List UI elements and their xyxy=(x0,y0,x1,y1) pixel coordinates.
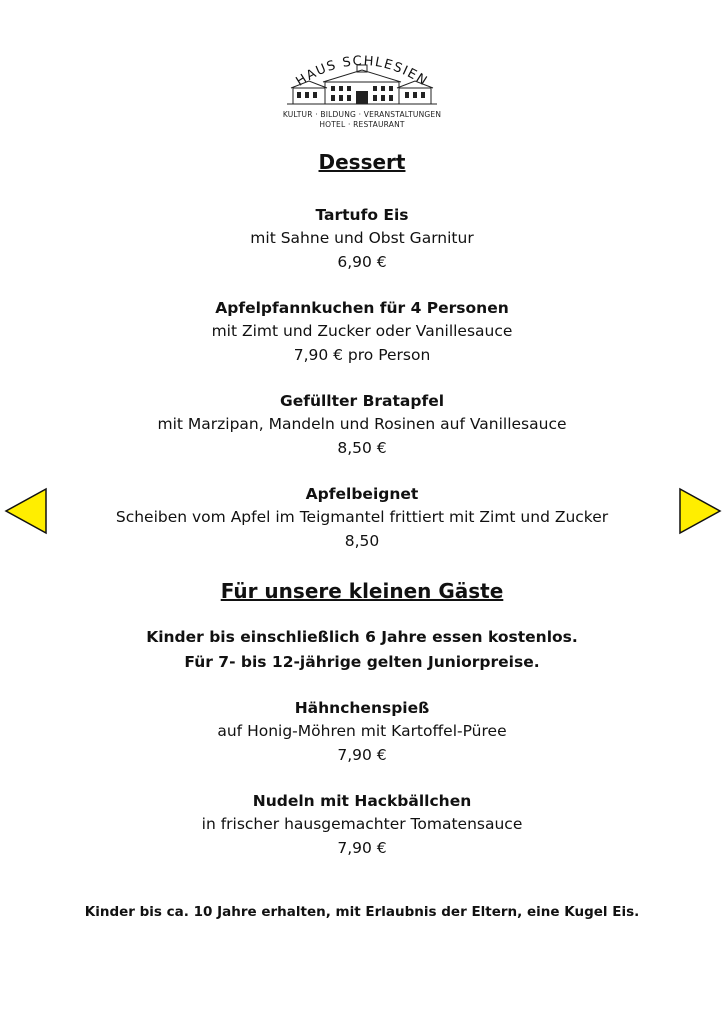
logo xyxy=(281,48,443,140)
item-price: 8,50 xyxy=(344,532,380,550)
item-price: 7,90 € xyxy=(337,746,387,764)
item-description: in frischer hausgemachter Tomatensauce xyxy=(201,815,523,833)
menu-item xyxy=(0,696,724,767)
menu-item xyxy=(0,389,724,460)
menu-item xyxy=(0,482,724,553)
house-logo-icon xyxy=(281,48,443,110)
item-description: mit Marzipan, Mandeln und Rosinen auf Vanillesauce xyxy=(157,415,567,433)
item-name: Nudeln mit Hackbällchen xyxy=(252,792,472,810)
item-price: 8,50 € xyxy=(337,439,387,457)
item-description: mit Sahne und Obst Garnitur xyxy=(250,229,474,247)
kids-note-line-1: Kinder bis einschließlich 6 Jahre essen kostenlos. xyxy=(146,628,578,646)
item-name: Gefüllter Bratapfel xyxy=(279,392,445,410)
menu-item xyxy=(0,296,724,367)
kids-note xyxy=(0,625,724,675)
item-name: Apfelpfannkuchen für 4 Personen xyxy=(215,299,509,317)
menu-item xyxy=(0,789,724,860)
logo-tagline-1: KULTUR · BILDUNG · VERANSTALTUNGEN xyxy=(282,110,442,119)
item-price: 7,90 € xyxy=(337,839,387,857)
menu-content xyxy=(0,148,724,922)
dessert-heading: Dessert xyxy=(318,150,406,174)
ice-cream-note: Kinder bis ca. 10 Jahre erhalten, mit Erlaubnis der Eltern, eine Kugel Eis. xyxy=(84,904,640,920)
menu-item xyxy=(0,203,724,274)
logo-name-text: HAUS SCHLESIEN xyxy=(293,53,431,90)
item-description: Scheiben vom Apfel im Teigmantel frittiert mit Zimt und Zucker xyxy=(115,508,609,526)
item-name: Tartufo Eis xyxy=(315,206,409,224)
kids-heading: Für unsere kleinen Gäste xyxy=(220,579,504,603)
kids-note-line-2: Für 7- bis 12-jährige gelten Juniorpreise. xyxy=(184,653,540,671)
item-price: 7,90 € pro Person xyxy=(293,346,431,364)
item-description: auf Honig-Möhren mit Kartoffel-Püree xyxy=(217,722,507,740)
logo-tagline-2: HOTEL · RESTAURANT xyxy=(319,120,405,129)
item-name: Apfelbeignet xyxy=(305,485,419,503)
item-name: Hähnchenspieß xyxy=(294,699,430,717)
item-description: mit Zimt und Zucker oder Vanillesauce xyxy=(211,322,513,340)
item-price: 6,90 € xyxy=(337,253,387,271)
